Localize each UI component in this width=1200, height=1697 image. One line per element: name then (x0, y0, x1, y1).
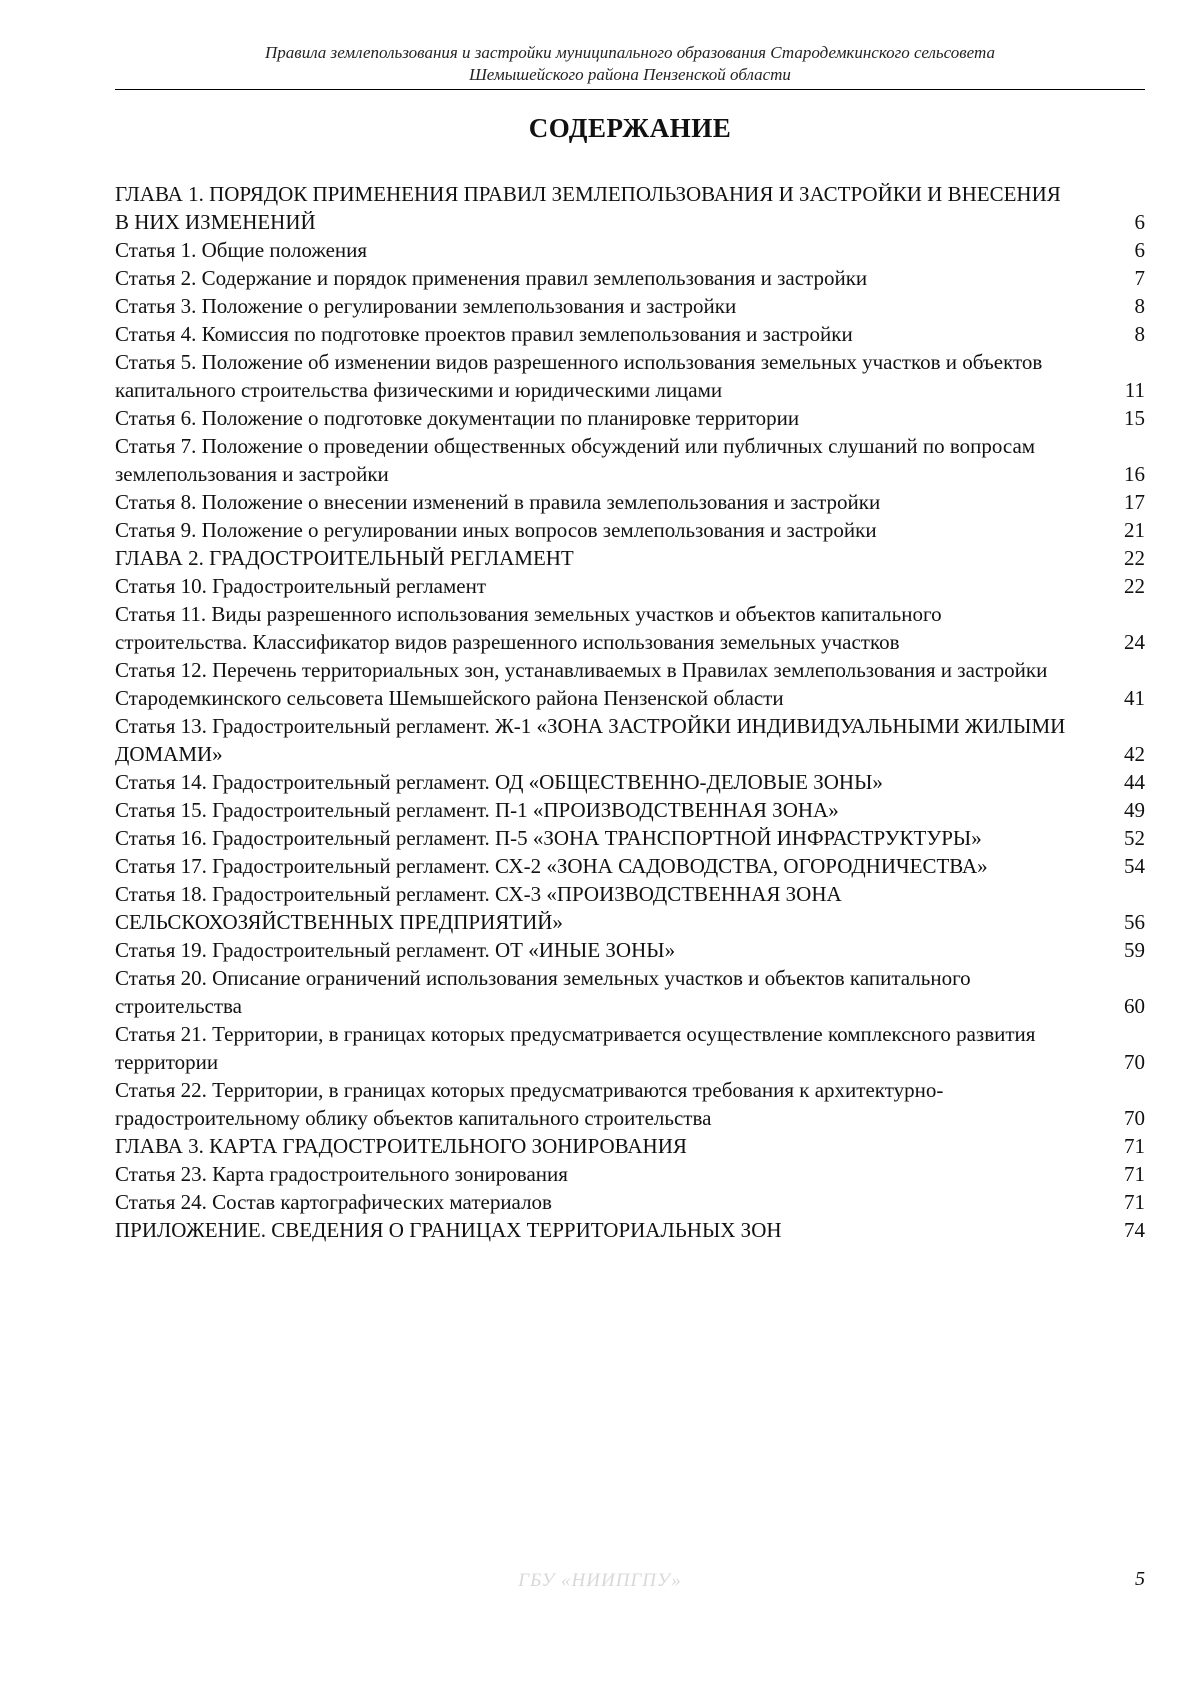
toc-entry-title: Статья 12. Перечень территориальных зон, устанавливаемых в Правилах землепользования и застройки Стародемкинского сельсовета Шемышейского района Пензенской области (115, 658, 1048, 710)
toc-entry-page: 41 (1124, 686, 1145, 710)
toc-entry-title: Статья 11. Виды разрешенного использования земельных участков и объектов капитального строительства. Классификатор видов разрешенного использования земельных участков (115, 602, 942, 654)
toc-entry-title: ПРИЛОЖЕНИЕ. СВЕДЕНИЯ О ГРАНИЦАХ ТЕРРИТОРИАЛЬНЫХ ЗОН (115, 1218, 782, 1242)
toc-entry-page: 22 (1124, 574, 1145, 598)
toc-entry[interactable] (115, 544, 1145, 572)
toc-entry-title: Статья 23. Карта градостроительного зонирования (115, 1162, 568, 1186)
toc-entry-title: Статья 7. Положение о проведении общественных обсуждений или публичных слушаний по вопросам землепользования и застройки (115, 434, 1036, 486)
toc-entry[interactable] (115, 1076, 1145, 1132)
toc-entry-title: Статья 13. Градостроительный регламент. Ж-1 «ЗОНА ЗАСТРОЙКИ ИНДИВИДУАЛЬНЫМИ ЖИЛЫМИ ДОМАМИ» (115, 714, 1066, 766)
toc-entry-title: Статья 16. Градостроительный регламент. П-5 «ЗОНА ТРАНСПОРТНОЙ ИНФРАСТРУКТУРЫ» (115, 826, 982, 850)
toc-entry[interactable] (115, 264, 1145, 292)
toc-entry-title: Статья 24. Состав картографических материалов (115, 1190, 552, 1214)
toc-entry[interactable] (115, 1132, 1145, 1160)
toc-entry[interactable] (115, 404, 1145, 432)
toc-entry-title: Статья 19. Градостроительный регламент. ОТ «ИНЫЕ ЗОНЫ» (115, 938, 676, 962)
toc-entry[interactable] (115, 796, 1145, 824)
toc-entry[interactable] (115, 1160, 1145, 1188)
toc-entry-page: 71 (1124, 1190, 1145, 1214)
toc-entry[interactable] (115, 768, 1145, 796)
toc-entry-title: Статья 5. Положение об изменении видов разрешенного использования земельных участков и объектов капитального строительства физическими и юридическими лицами (115, 350, 1043, 402)
toc-entry[interactable] (115, 348, 1145, 404)
toc-entry[interactable] (115, 824, 1145, 852)
toc-entry-title: Статья 6. Положение о подготовке документации по планировке территории (115, 406, 800, 430)
toc-entry[interactable] (115, 880, 1145, 936)
toc-entry-page: 7 (1134, 266, 1145, 290)
toc-entry-page: 70 (1124, 1106, 1145, 1130)
toc-entry-page: 71 (1124, 1162, 1145, 1186)
toc-entry[interactable] (115, 656, 1145, 712)
toc-entry-page: 71 (1124, 1134, 1145, 1158)
toc-entry-title: Статья 15. Градостроительный регламент. П-1 «ПРОИЗВОДСТВЕННАЯ ЗОНА» (115, 798, 839, 822)
toc-entry[interactable] (115, 432, 1145, 488)
toc-entry[interactable] (115, 600, 1145, 656)
toc-entry-page: 74 (1124, 1218, 1145, 1242)
toc-entry[interactable] (115, 964, 1145, 1020)
toc-entry-page: 17 (1124, 490, 1145, 514)
toc-entry-title: ГЛАВА 1. ПОРЯДОК ПРИМЕНЕНИЯ ПРАВИЛ ЗЕМЛЕПОЛЬЗОВАНИЯ И ЗАСТРОЙКИ И ВНЕСЕНИЯ В НИХ ИЗМЕНЕНИЙ (115, 182, 1061, 234)
toc-entry[interactable] (115, 1020, 1145, 1076)
toc-entry-title: Статья 18. Градостроительный регламент. СХ-3 «ПРОИЗВОДСТВЕННАЯ ЗОНА СЕЛЬСКОХОЗЯЙСТВЕННЫХ ПРЕДПРИЯТИЙ» (115, 882, 842, 934)
toc-entry-page: 60 (1124, 994, 1145, 1018)
toc-entry-title: Статья 22. Территории, в границах которых предусматриваются требования к архитектурно-градостроительному облику объектов капитального строительства (115, 1078, 944, 1130)
toc-entry-title: Статья 4. Комиссия по подготовке проектов правил землепользования и застройки (115, 322, 853, 346)
toc-entry[interactable] (115, 572, 1145, 600)
toc-entry-page: 52 (1124, 826, 1145, 850)
toc-entry-page: 11 (1124, 378, 1145, 402)
toc-entry[interactable] (115, 236, 1145, 264)
toc-entry-title: Статья 10. Градостроительный регламент (115, 574, 487, 598)
toc-entry-title: ГЛАВА 3. КАРТА ГРАДОСТРОИТЕЛЬНОГО ЗОНИРОВАНИЯ (115, 1134, 687, 1158)
toc-entry-page: 49 (1124, 798, 1145, 822)
toc-entry[interactable] (115, 516, 1145, 544)
toc-entry-page: 21 (1124, 518, 1145, 542)
toc-entry-title: Статья 21. Территории, в границах которых предусматривается осуществление комплексного развития территории (115, 1022, 1036, 1074)
table-of-contents (115, 180, 1145, 1244)
toc-entry-title: Статья 9. Положение о регулировании иных вопросов землепользования и застройки (115, 518, 877, 542)
toc-entry-page: 6 (1134, 238, 1145, 262)
toc-entry-title: Статья 1. Общие положения (115, 238, 368, 262)
footer-organization: ГБУ «НИИПГПУ» (518, 1570, 682, 1591)
toc-entry-page: 15 (1124, 406, 1145, 430)
toc-entry[interactable] (115, 180, 1145, 236)
toc-entry[interactable] (115, 712, 1145, 768)
toc-entry-title: Статья 14. Градостроительный регламент. ОД «ОБЩЕСТВЕННО-ДЕЛОВЫЕ ЗОНЫ» (115, 770, 883, 794)
toc-entry-page: 8 (1134, 294, 1145, 318)
toc-entry-title: Статья 17. Градостроительный регламент. СХ-2 «ЗОНА САДОВОДСТВА, ОГОРОДНИЧЕСТВА» (115, 854, 988, 878)
toc-entry[interactable] (115, 1216, 1145, 1244)
toc-entry-page: 70 (1124, 1050, 1145, 1074)
toc-entry-title: Статья 2. Содержание и порядок применения правил землепользования и застройки (115, 266, 868, 290)
toc-entry-page: 24 (1124, 630, 1145, 654)
toc-entry[interactable] (115, 936, 1145, 964)
toc-entry-page: 42 (1124, 742, 1145, 766)
toc-entry[interactable] (115, 1188, 1145, 1216)
toc-entry-page: 16 (1124, 462, 1145, 486)
toc-entry[interactable] (115, 852, 1145, 880)
toc-entry-title: Статья 20. Описание ограничений использования земельных участков и объектов капитального строительства (115, 966, 971, 1018)
toc-entry-page: 44 (1124, 770, 1145, 794)
header-line-1: Правила землепользования и застройки муниципального образования Стародемкинского сельсовета (265, 43, 995, 62)
toc-entry-title: Статья 8. Положение о внесении изменений в правила землепользования и застройки (115, 490, 881, 514)
toc-entry-page: 6 (1134, 210, 1145, 234)
toc-entry[interactable] (115, 292, 1145, 320)
footer-page-number: 5 (1135, 1568, 1145, 1590)
header-divider (115, 89, 1145, 90)
toc-entry-page: 54 (1124, 854, 1145, 878)
toc-entry-page: 59 (1124, 938, 1145, 962)
toc-entry-page: 8 (1134, 322, 1145, 346)
page-title: СОДЕРЖАНИЕ (528, 113, 732, 143)
running-header (115, 42, 1145, 86)
toc-entry[interactable] (115, 488, 1145, 516)
toc-entry-title: Статья 3. Положение о регулировании землепользования и застройки (115, 294, 737, 318)
toc-entry-title: ГЛАВА 2. ГРАДОСТРОИТЕЛЬНЫЙ РЕГЛАМЕНТ (115, 546, 574, 570)
header-line-2: Шемышейского района Пензенской области (469, 65, 791, 84)
toc-entry-page: 56 (1124, 910, 1145, 934)
toc-entry-page: 22 (1124, 546, 1145, 570)
toc-entry[interactable] (115, 320, 1145, 348)
